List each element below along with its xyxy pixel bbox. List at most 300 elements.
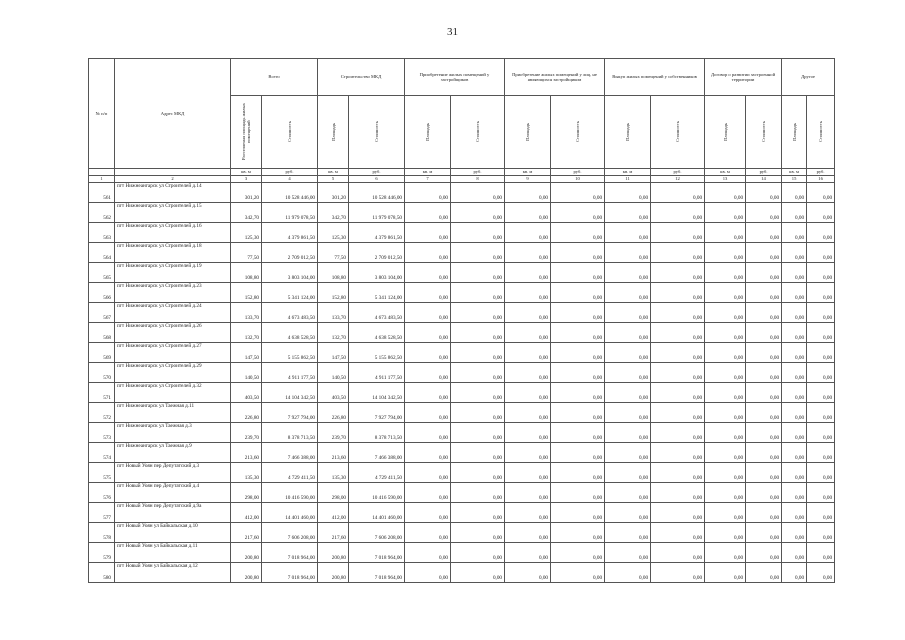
row-value-cell: 0,00 <box>405 323 451 343</box>
row-value-cell: 0,00 <box>451 363 505 383</box>
table-row <box>89 463 835 483</box>
row-value-cell: 0,00 <box>405 243 451 263</box>
row-construction-area: 108,80 <box>318 263 349 283</box>
row-value-cell: 0,00 <box>782 303 807 323</box>
row-total-area: 140,50 <box>231 363 262 383</box>
row-value-cell: 0,00 <box>651 203 705 223</box>
row-number: 565 <box>89 263 115 283</box>
row-address: пгт Нижнеангарск ул Строителей д.18 <box>115 243 231 263</box>
subheader-cell <box>262 96 318 169</box>
row-value-cell: 0,00 <box>746 443 782 463</box>
row-address: пгт Нижнеангарск ул Строителей д.15 <box>115 203 231 223</box>
row-total-cost: 5 155 862,50 <box>262 343 318 363</box>
row-total-cost: 8 378 713,50 <box>262 423 318 443</box>
row-value-cell: 0,00 <box>746 263 782 283</box>
column-number-cell: 12 <box>651 176 705 183</box>
subheader-cell <box>782 96 807 169</box>
row-value-cell: 0,00 <box>651 183 705 203</box>
table-row <box>89 403 835 423</box>
row-value-cell: 0,00 <box>405 483 451 503</box>
row-construction-area: 200,80 <box>318 543 349 563</box>
row-address: пгт Нижнеангарск ул Таежная д.11 <box>115 403 231 423</box>
row-total-cost: 14 104 342,50 <box>262 383 318 403</box>
row-number: 562 <box>89 203 115 223</box>
row-value-cell: 0,00 <box>605 403 651 423</box>
row-value-cell: 0,00 <box>651 323 705 343</box>
row-value-cell: 0,00 <box>807 283 835 303</box>
row-value-cell: 0,00 <box>605 183 651 203</box>
row-value-cell: 0,00 <box>505 303 551 323</box>
row-value-cell: 0,00 <box>405 223 451 243</box>
row-value-cell: 0,00 <box>551 183 605 203</box>
row-value-cell: 0,00 <box>551 443 605 463</box>
row-address: пгт Новый Уоян ул Байкальская д.11 <box>115 543 231 563</box>
row-value-cell: 0,00 <box>451 463 505 483</box>
row-value-cell: 0,00 <box>807 503 835 523</box>
row-construction-area: 77,50 <box>318 243 349 263</box>
unit-cell: кв. м <box>782 169 807 176</box>
row-number: 577 <box>89 503 115 523</box>
subheader-cell <box>651 96 705 169</box>
unit-cell: руб. <box>349 169 405 176</box>
row-value-cell: 0,00 <box>746 223 782 243</box>
table-row <box>89 323 835 343</box>
row-total-area: 301,20 <box>231 183 262 203</box>
row-value-cell: 0,00 <box>746 383 782 403</box>
subheader-label: Площадь <box>722 123 728 141</box>
row-value-cell: 0,00 <box>746 563 782 583</box>
subheader-label: Стоимость <box>818 121 824 143</box>
row-value-cell: 0,00 <box>451 203 505 223</box>
row-value-cell: 0,00 <box>605 263 651 283</box>
row-address: пгт Новый Уоян ул Байкальская д.12 <box>115 563 231 583</box>
table-row <box>89 263 835 283</box>
row-value-cell: 0,00 <box>605 383 651 403</box>
row-value-cell: 0,00 <box>505 203 551 223</box>
table-row <box>89 563 835 583</box>
row-construction-cost: 14 401 460,00 <box>349 503 405 523</box>
row-value-cell: 0,00 <box>505 483 551 503</box>
row-value-cell: 0,00 <box>551 283 605 303</box>
row-number: 574 <box>89 443 115 463</box>
row-value-cell: 0,00 <box>705 183 746 203</box>
row-total-cost: 7 018 964,00 <box>262 543 318 563</box>
row-address: пгт Нижнеангарск ул Таежная д.9 <box>115 443 231 463</box>
header-group-purchase-developer: Приобретение жилых помещений у застройщиков <box>405 59 505 96</box>
row-total-cost: 7 466 388,00 <box>262 443 318 463</box>
row-value-cell: 0,00 <box>746 463 782 483</box>
row-value-cell: 0,00 <box>451 423 505 443</box>
row-value-cell: 0,00 <box>705 343 746 363</box>
row-value-cell: 0,00 <box>807 563 835 583</box>
row-value-cell: 0,00 <box>451 443 505 463</box>
row-value-cell: 0,00 <box>782 503 807 523</box>
row-value-cell: 0,00 <box>451 183 505 203</box>
row-value-cell: 0,00 <box>705 563 746 583</box>
row-value-cell: 0,00 <box>605 543 651 563</box>
table-row <box>89 383 835 403</box>
row-value-cell: 0,00 <box>605 283 651 303</box>
row-value-cell: 0,00 <box>782 323 807 343</box>
row-total-cost: 11 979 078,50 <box>262 203 318 223</box>
header-group-purchase-others: Приобретение жилых помещений у лиц, не являющихся застройщиком <box>505 59 605 96</box>
row-value-cell: 0,00 <box>451 283 505 303</box>
column-number-cell: 2 <box>115 176 231 183</box>
row-construction-area: 213,60 <box>318 443 349 463</box>
column-number-cell: 6 <box>349 176 405 183</box>
subheader-cell <box>405 96 451 169</box>
header-num: № п/п <box>89 59 115 169</box>
row-value-cell: 0,00 <box>505 243 551 263</box>
row-value-cell: 0,00 <box>551 463 605 483</box>
row-value-cell: 0,00 <box>705 463 746 483</box>
row-value-cell: 0,00 <box>807 303 835 323</box>
row-number: 569 <box>89 343 115 363</box>
row-value-cell: 0,00 <box>505 343 551 363</box>
header-address: Адрес МКД <box>115 59 231 169</box>
row-value-cell: 0,00 <box>705 283 746 303</box>
table-row <box>89 203 835 223</box>
row-value-cell: 0,00 <box>651 523 705 543</box>
row-value-cell: 0,00 <box>705 203 746 223</box>
column-number-cell: 5 <box>318 176 349 183</box>
row-total-area: 125,30 <box>231 223 262 243</box>
row-value-cell: 0,00 <box>451 563 505 583</box>
table-row <box>89 483 835 503</box>
row-construction-cost: 7 466 388,00 <box>349 443 405 463</box>
row-value-cell: 0,00 <box>807 263 835 283</box>
row-value-cell: 0,00 <box>782 263 807 283</box>
row-construction-cost: 7 018 964,00 <box>349 563 405 583</box>
row-value-cell: 0,00 <box>746 403 782 423</box>
row-construction-cost: 7 018 964,00 <box>349 543 405 563</box>
row-number: 580 <box>89 563 115 583</box>
row-value-cell: 0,00 <box>746 363 782 383</box>
table-row <box>89 303 835 323</box>
header-group-development-contract: Договор о развитии застроенной территории <box>705 59 782 96</box>
row-construction-area: 301,20 <box>318 183 349 203</box>
table-row <box>89 503 835 523</box>
subheader-label: Площадь <box>625 123 631 141</box>
row-value-cell: 0,00 <box>451 223 505 243</box>
row-address: пгт Новый Уоян пер Депутатский д.9а <box>115 503 231 523</box>
row-construction-cost: 4 379 861,50 <box>349 223 405 243</box>
column-number-cell: 13 <box>705 176 746 183</box>
table-row <box>89 223 835 243</box>
row-total-area: 239,70 <box>231 423 262 443</box>
unit-cell: кв. м <box>505 169 551 176</box>
row-value-cell: 0,00 <box>605 423 651 443</box>
unit-cell: руб. <box>807 169 835 176</box>
row-value-cell: 0,00 <box>451 503 505 523</box>
row-value-cell: 0,00 <box>505 403 551 423</box>
row-total-area: 217,60 <box>231 523 262 543</box>
unit-cell: кв. м <box>705 169 746 176</box>
row-total-area: 77,50 <box>231 243 262 263</box>
row-value-cell: 0,00 <box>505 183 551 203</box>
row-value-cell: 0,00 <box>505 423 551 443</box>
row-total-cost: 10 416 590,00 <box>262 483 318 503</box>
row-value-cell: 0,00 <box>705 323 746 343</box>
row-value-cell: 0,00 <box>782 283 807 303</box>
row-number: 578 <box>89 523 115 543</box>
row-value-cell: 0,00 <box>782 483 807 503</box>
row-address: пгт Нижнеангарск ул Строителей д.14 <box>115 183 231 203</box>
row-value-cell: 0,00 <box>605 463 651 483</box>
row-number: 571 <box>89 383 115 403</box>
unit-cell: кв. м <box>231 169 262 176</box>
row-value-cell: 0,00 <box>651 543 705 563</box>
row-value-cell: 0,00 <box>551 343 605 363</box>
row-value-cell: 0,00 <box>807 203 835 223</box>
row-value-cell: 0,00 <box>505 263 551 283</box>
row-construction-area: 125,30 <box>318 223 349 243</box>
row-total-area: 135,30 <box>231 463 262 483</box>
row-construction-area: 147,50 <box>318 343 349 363</box>
row-construction-area: 140,50 <box>318 363 349 383</box>
row-construction-cost: 4 638 528,50 <box>349 323 405 343</box>
row-value-cell: 0,00 <box>551 223 605 243</box>
row-address: пгт Нижнеангарск ул Строителей д.27 <box>115 343 231 363</box>
row-value-cell: 0,00 <box>451 303 505 323</box>
row-address: пгт Нижнеангарск ул Строителей д.24 <box>115 303 231 323</box>
row-construction-area: 298,00 <box>318 483 349 503</box>
subheader-label: Стоимость <box>475 121 481 143</box>
page-number: 31 <box>447 26 458 38</box>
subheader-cell <box>451 96 505 169</box>
row-number: 579 <box>89 543 115 563</box>
row-value-cell: 0,00 <box>807 223 835 243</box>
row-value-cell: 0,00 <box>746 283 782 303</box>
row-value-cell: 0,00 <box>505 223 551 243</box>
row-number: 567 <box>89 303 115 323</box>
resettlement-table <box>88 58 835 583</box>
row-number: 568 <box>89 323 115 343</box>
row-value-cell: 0,00 <box>505 543 551 563</box>
unit-cell: руб. <box>451 169 505 176</box>
row-value-cell: 0,00 <box>405 203 451 223</box>
subheader-label: Площадь <box>330 123 336 141</box>
row-value-cell: 0,00 <box>651 243 705 263</box>
subheader-label: Стоимость <box>374 121 380 143</box>
row-construction-area: 133,70 <box>318 303 349 323</box>
row-total-area: 298,00 <box>231 483 262 503</box>
row-total-cost: 5 341 124,00 <box>262 283 318 303</box>
row-value-cell: 0,00 <box>505 463 551 483</box>
row-construction-area: 152,80 <box>318 283 349 303</box>
row-number: 566 <box>89 283 115 303</box>
row-value-cell: 0,00 <box>782 243 807 263</box>
row-value-cell: 0,00 <box>782 423 807 443</box>
row-value-cell: 0,00 <box>451 543 505 563</box>
unit-cell: руб. <box>262 169 318 176</box>
row-value-cell: 0,00 <box>505 363 551 383</box>
row-value-cell: 0,00 <box>807 343 835 363</box>
row-value-cell: 0,00 <box>651 463 705 483</box>
row-construction-cost: 11 979 078,50 <box>349 203 405 223</box>
row-value-cell: 0,00 <box>405 263 451 283</box>
row-value-cell: 0,00 <box>807 323 835 343</box>
row-construction-cost: 7 927 794,00 <box>349 403 405 423</box>
row-total-cost: 4 379 861,50 <box>262 223 318 243</box>
row-total-cost: 14 401 460,00 <box>262 503 318 523</box>
row-value-cell: 0,00 <box>551 523 605 543</box>
row-value-cell: 0,00 <box>551 243 605 263</box>
row-value-cell: 0,00 <box>782 203 807 223</box>
row-number: 573 <box>89 423 115 443</box>
table-row <box>89 543 835 563</box>
unit-cell: руб. <box>551 169 605 176</box>
row-value-cell: 0,00 <box>405 343 451 363</box>
row-value-cell: 0,00 <box>782 363 807 383</box>
header-group-other: Другое <box>782 59 835 96</box>
row-total-area: 200,80 <box>231 563 262 583</box>
header-group-construction: Строительство МКД <box>318 59 405 96</box>
row-value-cell: 0,00 <box>551 483 605 503</box>
row-value-cell: 0,00 <box>705 223 746 243</box>
column-number-cell: 8 <box>451 176 505 183</box>
row-value-cell: 0,00 <box>705 383 746 403</box>
row-value-cell: 0,00 <box>605 483 651 503</box>
row-total-area: 342,70 <box>231 203 262 223</box>
row-total-area: 412,00 <box>231 503 262 523</box>
row-value-cell: 0,00 <box>605 443 651 463</box>
table-row <box>89 343 835 363</box>
row-total-cost: 10 528 446,00 <box>262 183 318 203</box>
row-value-cell: 0,00 <box>705 243 746 263</box>
row-value-cell: 0,00 <box>551 423 605 443</box>
table-body <box>89 183 835 583</box>
row-construction-cost: 5 341 124,00 <box>349 283 405 303</box>
row-value-cell: 0,00 <box>746 183 782 203</box>
row-construction-cost: 3 803 104,00 <box>349 263 405 283</box>
row-value-cell: 0,00 <box>551 543 605 563</box>
row-value-cell: 0,00 <box>505 283 551 303</box>
unit-cell <box>89 169 115 176</box>
column-number-cell: 3 <box>231 176 262 183</box>
row-value-cell: 0,00 <box>746 243 782 263</box>
row-value-cell: 0,00 <box>405 563 451 583</box>
row-address: пгт Нижнеангарск ул Строителей д.29 <box>115 363 231 383</box>
row-value-cell: 0,00 <box>551 203 605 223</box>
row-construction-area: 132,70 <box>318 323 349 343</box>
row-value-cell: 0,00 <box>807 483 835 503</box>
row-value-cell: 0,00 <box>746 423 782 443</box>
row-value-cell: 0,00 <box>551 503 605 523</box>
row-value-cell: 0,00 <box>782 183 807 203</box>
row-value-cell: 0,00 <box>505 523 551 543</box>
row-value-cell: 0,00 <box>782 563 807 583</box>
row-value-cell: 0,00 <box>405 443 451 463</box>
row-value-cell: 0,00 <box>807 243 835 263</box>
row-value-cell: 0,00 <box>651 503 705 523</box>
row-total-area: 147,50 <box>231 343 262 363</box>
row-number: 572 <box>89 403 115 423</box>
row-address: пгт Новый Уоян пер Депутатский д.4 <box>115 483 231 503</box>
subheader-label: Площадь <box>525 123 531 141</box>
row-value-cell: 0,00 <box>782 343 807 363</box>
row-value-cell: 0,00 <box>651 263 705 283</box>
row-value-cell: 0,00 <box>451 243 505 263</box>
table-row <box>89 283 835 303</box>
subheader-label: Стоимость <box>575 121 581 143</box>
table-row <box>89 363 835 383</box>
row-construction-cost: 10 416 590,00 <box>349 483 405 503</box>
row-value-cell: 0,00 <box>551 563 605 583</box>
row-value-cell: 0,00 <box>405 523 451 543</box>
unit-cell: кв. м <box>605 169 651 176</box>
row-construction-cost: 10 528 446,00 <box>349 183 405 203</box>
unit-cell: руб. <box>651 169 705 176</box>
row-number: 563 <box>89 223 115 243</box>
row-number: 570 <box>89 363 115 383</box>
row-construction-cost: 14 104 342,50 <box>349 383 405 403</box>
table-header <box>89 59 835 183</box>
row-value-cell: 0,00 <box>782 403 807 423</box>
row-value-cell: 0,00 <box>807 523 835 543</box>
row-value-cell: 0,00 <box>505 383 551 403</box>
row-value-cell: 0,00 <box>807 383 835 403</box>
header-group-buyout: Выкуп жилых помещений у собственников <box>605 59 705 96</box>
row-value-cell: 0,00 <box>807 543 835 563</box>
row-total-cost: 7 927 794,00 <box>262 403 318 423</box>
table-row <box>89 243 835 263</box>
subheader-cell <box>746 96 782 169</box>
row-value-cell: 0,00 <box>705 303 746 323</box>
row-value-cell: 0,00 <box>651 223 705 243</box>
table-row <box>89 423 835 443</box>
row-value-cell: 0,00 <box>605 503 651 523</box>
row-value-cell: 0,00 <box>505 563 551 583</box>
row-construction-cost: 2 709 012,50 <box>349 243 405 263</box>
row-total-area: 152,80 <box>231 283 262 303</box>
row-value-cell: 0,00 <box>782 383 807 403</box>
row-value-cell: 0,00 <box>605 203 651 223</box>
header-group-total: Всего <box>231 59 318 96</box>
column-number-cell: 10 <box>551 176 605 183</box>
column-number-cell: 9 <box>505 176 551 183</box>
row-value-cell: 0,00 <box>651 303 705 323</box>
row-total-cost: 7 018 964,00 <box>262 563 318 583</box>
row-value-cell: 0,00 <box>605 363 651 383</box>
row-value-cell: 0,00 <box>551 363 605 383</box>
row-value-cell: 0,00 <box>746 323 782 343</box>
units-row <box>89 169 835 176</box>
row-value-cell: 0,00 <box>651 283 705 303</box>
unit-cell: руб. <box>746 169 782 176</box>
subheader-cell <box>505 96 551 169</box>
subheader-label: Площадь <box>425 123 431 141</box>
table-row <box>89 523 835 543</box>
row-value-cell: 0,00 <box>651 443 705 463</box>
row-value-cell: 0,00 <box>705 503 746 523</box>
row-value-cell: 0,00 <box>651 403 705 423</box>
row-construction-area: 239,70 <box>318 423 349 443</box>
row-value-cell: 0,00 <box>451 263 505 283</box>
row-address: пгт Нижнеангарск ул Строителей д.19 <box>115 263 231 283</box>
row-value-cell: 0,00 <box>782 463 807 483</box>
unit-cell: кв. м <box>405 169 451 176</box>
row-value-cell: 0,00 <box>405 423 451 443</box>
column-number-cell: 1 <box>89 176 115 183</box>
row-value-cell: 0,00 <box>782 543 807 563</box>
subheader-label: Площадь <box>791 123 797 141</box>
row-value-cell: 0,00 <box>405 463 451 483</box>
row-value-cell: 0,00 <box>782 443 807 463</box>
row-value-cell: 0,00 <box>746 543 782 563</box>
row-value-cell: 0,00 <box>705 543 746 563</box>
row-value-cell: 0,00 <box>405 403 451 423</box>
